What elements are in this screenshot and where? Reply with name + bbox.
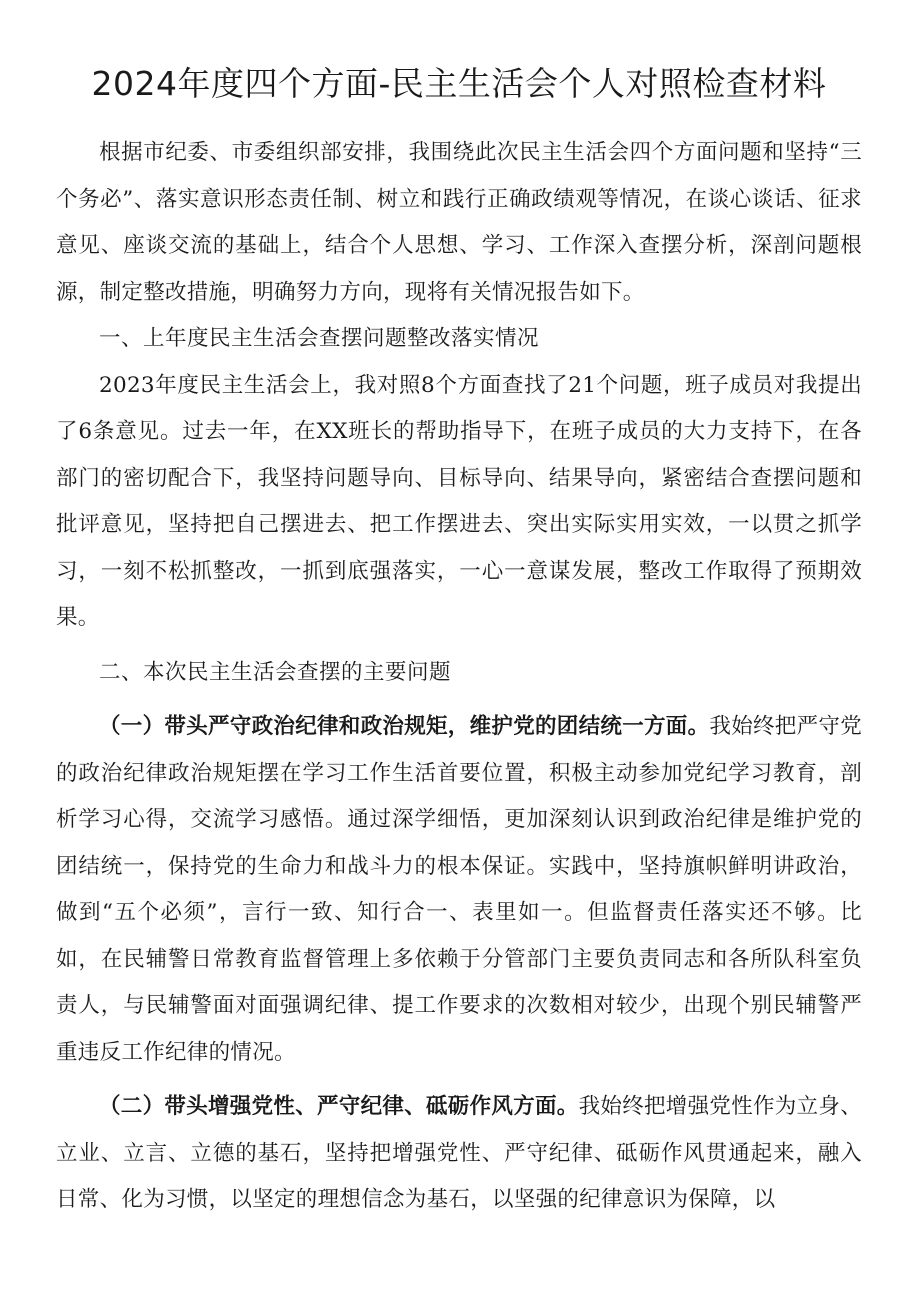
section-2-heading: 二、本次民主生活会查摆的主要问题 xyxy=(99,659,452,685)
spacer xyxy=(56,642,862,650)
item-1-lead: （一）带头严守政治纪律和政治规矩，维护党的团结统一方面。 xyxy=(99,714,710,739)
item-2-body: 我始终把增强党性作为立身、立业、立言、立德的基石，坚持把增强党性、严守纪律、砥砺作风贯通起来，融入日常、化为习惯，以坚定的理想信念为基石，以坚强的纪律意识为保障，以 xyxy=(56,1094,863,1212)
item-2-lead: （二）带头增强党性、严守纪律、砥砺作风方面。 xyxy=(99,1094,579,1119)
section-2-item-2 xyxy=(56,1084,862,1224)
spacer xyxy=(56,1076,862,1084)
section-1-paragraph: 2023年度民主生活会上，我对照8个方面查找了21个问题，班子成员对我提出了6条意见。过去一年，在XX班长的帮助指导下，在班子成员的大力支持下，在各部门的密切配合下，我坚持问题导向、目标导向、结果导向，紧密结合查摆问题和批评意见，坚持把自己摆进去、把工作摆进去、突出实际实用实效，一以贯之抓学习，一刻不松抓整改，一抓到底强落实，一心一意谋发展，整改工作取得了预期效果。 xyxy=(56,372,862,630)
intro-paragraph: 根据市纪委、市委组织部安排，我围绕此次民主生活会四个方面问题和坚持“三个务必”、落实意识形态责任制、树立和践行正确政绩观等情况，在谈心谈话、征求意见、座谈交流的基础上，结合个人思想、学习、工作深入查摆分析，深剖问题根源，制定整改措施，明确努力方向，现将有关情况报告如下。 xyxy=(56,140,862,305)
document-title: 2024年度四个方面-民主生活会个人对照检查材料 xyxy=(91,64,827,103)
section-2-item-1 xyxy=(56,704,862,1076)
section-1-heading: 一、上年度民主生活会查摆问题整改落实情况 xyxy=(99,326,540,351)
item-1-body: 我始终把严守党的政治纪律政治规矩摆在学习工作生活首要位置，积极主动参加党纪学习教育，剖析学习心得，交流学习感悟。通过深学细悟，更加深刻认识到政治纪律是维护党的团结统一，保持党的生命力和战斗力的根本保证。实践中，坚持旗帜鲜明讲政治，做到“五个必须”，言行一致、知行合一、表里如一。但监督责任落实还不够。比如，在民辅警日常教育监督管理上多依赖于分管部门主要负责同志和各所队科室负责人，与民辅警面对面强调纪律、提工作要求的次数相对较少，出现个别民辅警严重违反工作纪律的情况。 xyxy=(56,714,863,1065)
spacer xyxy=(56,696,862,704)
